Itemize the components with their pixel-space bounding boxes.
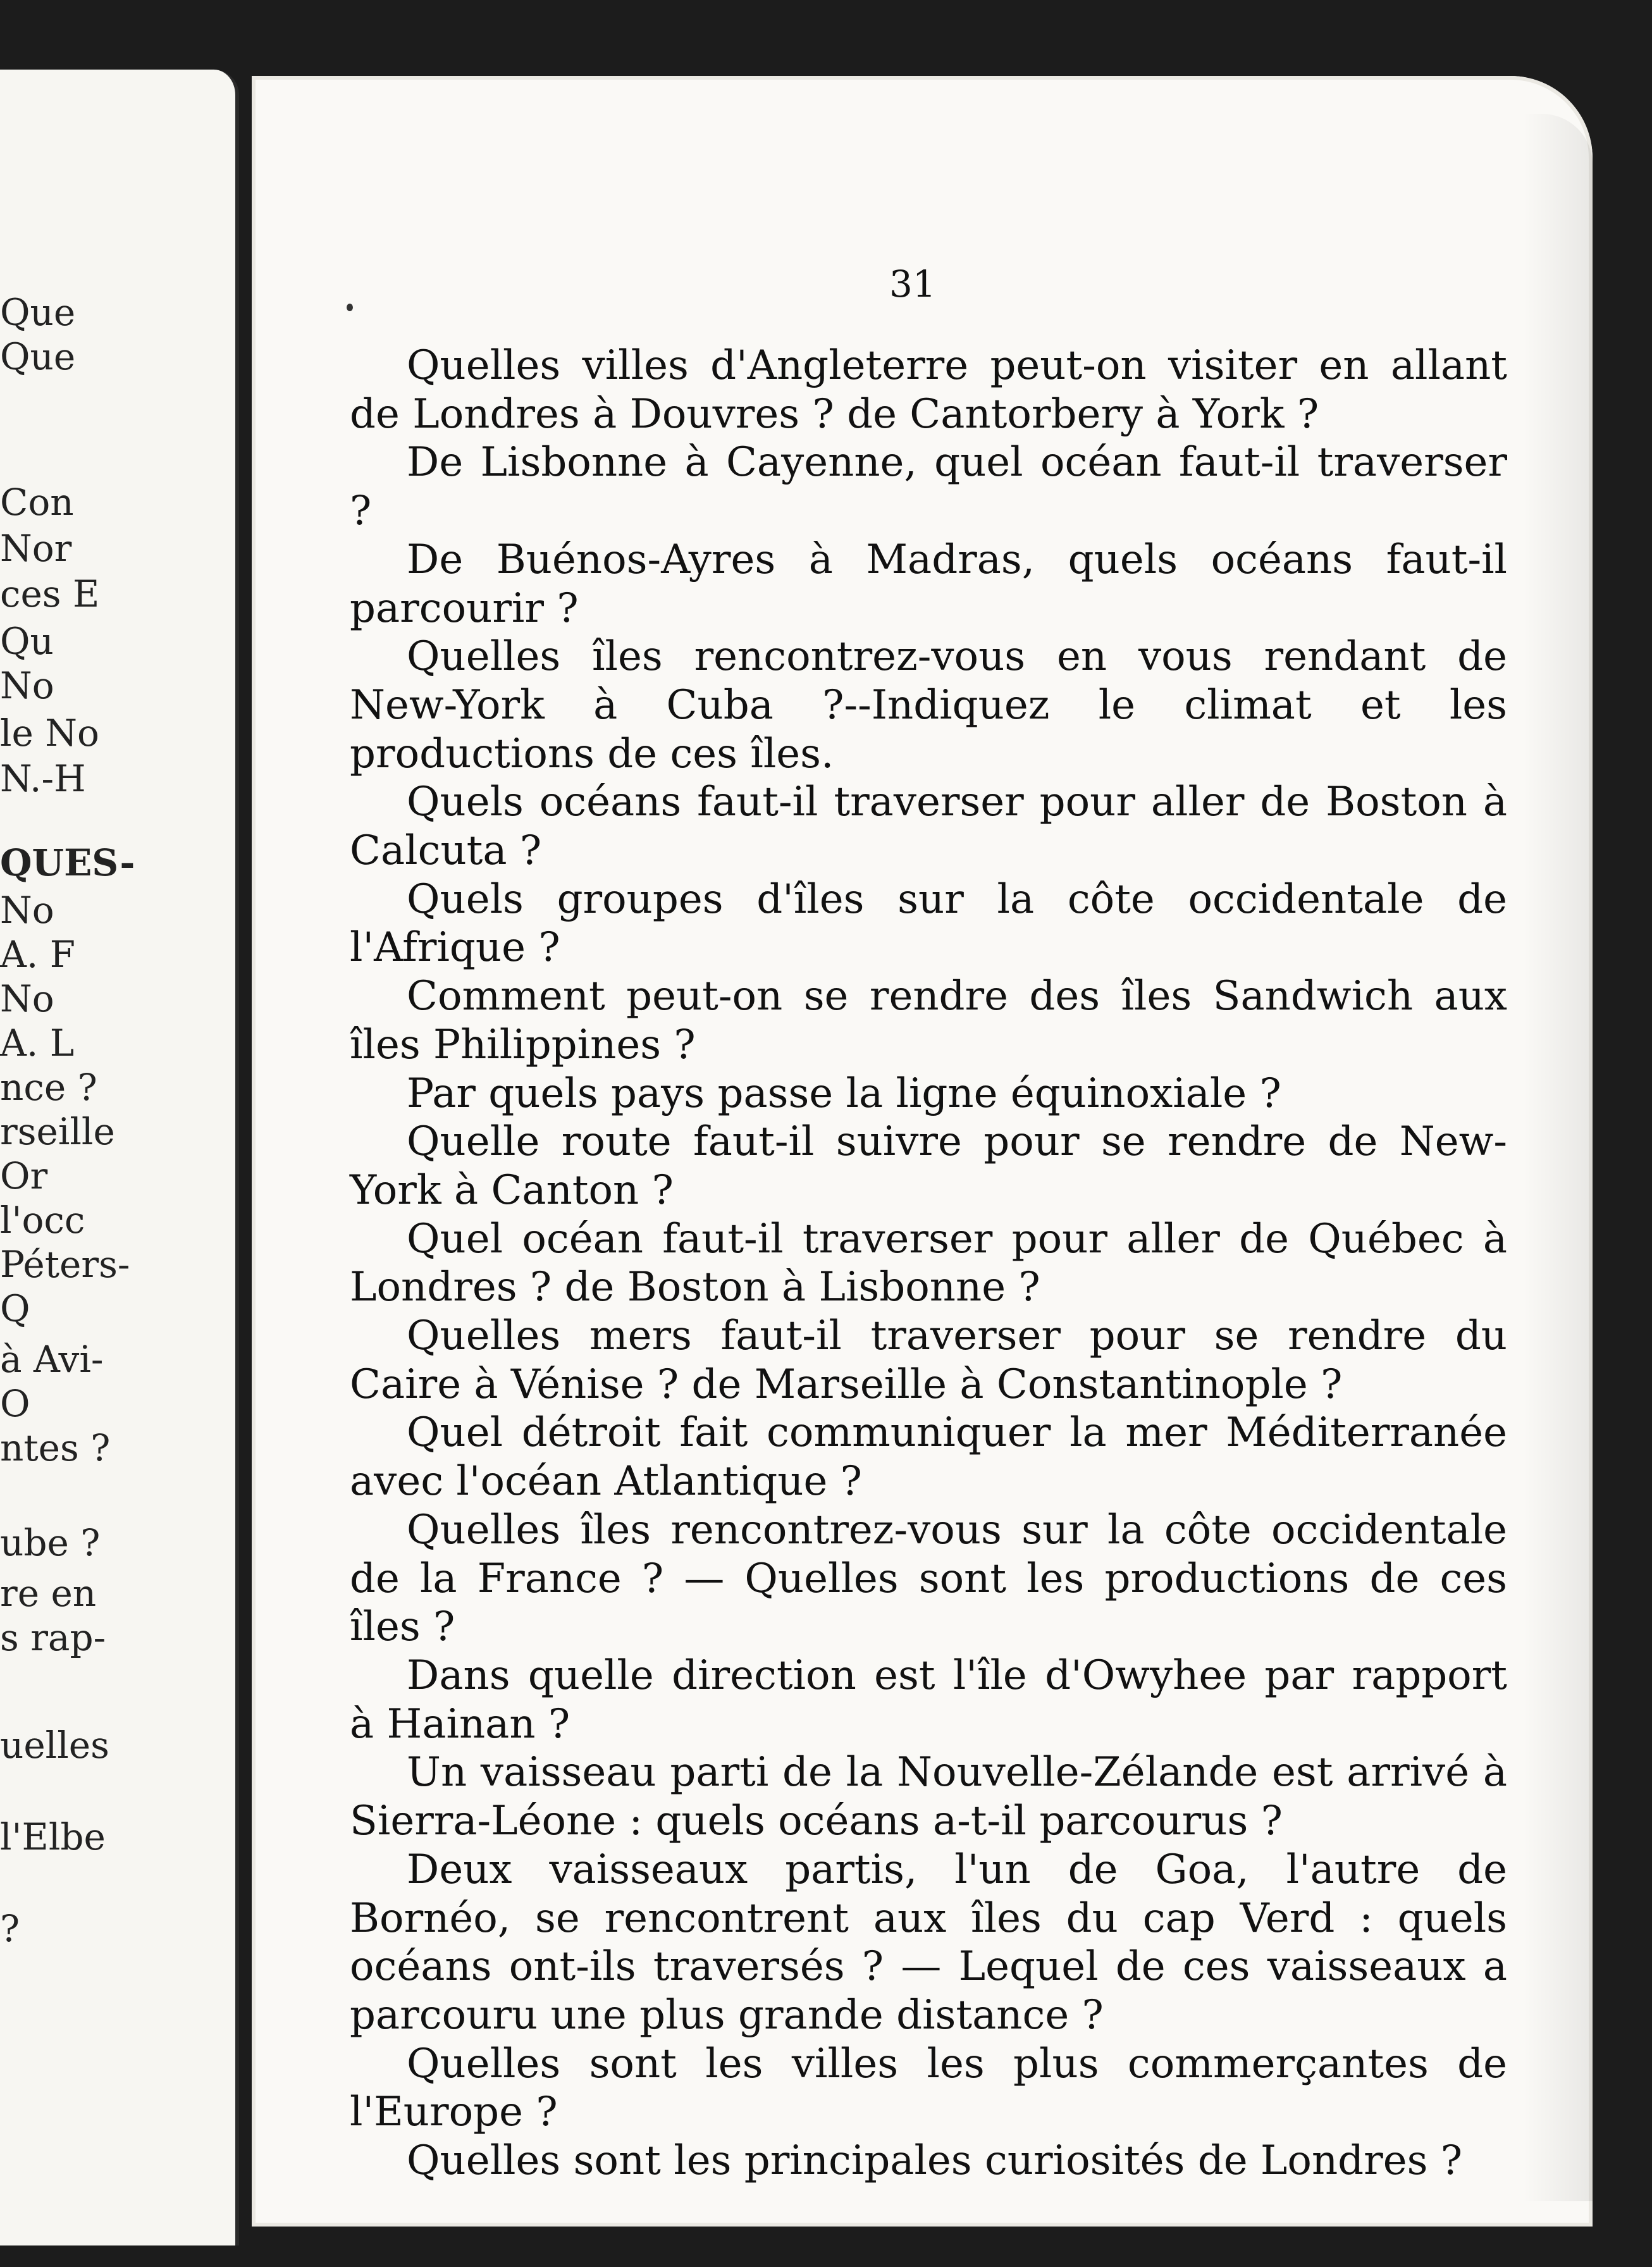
question-paragraph: Quelles villes d'Angleterre peut-on visiter en allant de Londres à Douvres ? de Cantorbery à York ? xyxy=(350,342,1507,438)
left-fragment: N.-H xyxy=(0,757,86,800)
left-fragment: QUES- xyxy=(0,841,135,884)
question-paragraph: Quelles sont les principales curiosités de Londres ? xyxy=(407,2137,1463,2185)
question-paragraph: Un vaisseau parti de la Nouvelle-Zélande est arrivé à Sierra-Léone : quels océans a-t-il parcourus ? xyxy=(350,1749,1507,1845)
left-fragment: No xyxy=(0,664,54,707)
left-fragment: re en xyxy=(0,1572,97,1615)
question-paragraph: Quels océans faut-il traverser pour aller de Boston à Calcuta ? xyxy=(350,779,1507,875)
question-paragraph: Quel détroit fait communiquer la mer Méditerranée avec l'océan Atlantique ? xyxy=(350,1409,1507,1505)
left-fragment: rseille xyxy=(0,1110,115,1153)
question-paragraph: Quel océan faut-il traverser pour aller de Québec à Londres ? de Boston à Lisbonne ? xyxy=(350,1215,1507,1311)
ink-dot xyxy=(347,304,353,311)
question-paragraph: Deux vaisseaux partis, l'un de Goa, l'autre de Bornéo, se rencontrent aux îles du cap Verd : quels océans ont-ils traversés ? — Lequel de ces vaisseaux a parcouru une plus grande distance ? xyxy=(350,1846,1507,2039)
left-fragment: Que xyxy=(0,335,76,378)
left-fragment: Con xyxy=(0,481,74,524)
left-fragment: l'Elbe xyxy=(0,1815,106,1858)
left-page-fragment xyxy=(0,70,239,2245)
left-fragment: à Avi- xyxy=(0,1338,104,1381)
right-page xyxy=(252,76,1593,2227)
left-fragment: Que xyxy=(0,291,76,334)
question-paragraph: Quelles îles rencontrez-vous sur la côte occidentale de la France ? — Quelles sont les productions de ces îles ? xyxy=(350,1506,1507,1651)
left-fragment: ces E xyxy=(0,572,100,615)
left-fragment: ntes ? xyxy=(0,1426,111,1469)
left-fragment: O xyxy=(0,1382,30,1425)
left-fragment: No xyxy=(0,977,54,1020)
question-list xyxy=(350,342,1507,2185)
left-fragment: Or xyxy=(0,1154,48,1197)
page-number: 31 xyxy=(889,263,936,306)
question-paragraph: Quelle route faut-il suivre pour se rendre de New-York à Canton ? xyxy=(350,1118,1507,1214)
question-paragraph: Par quels pays passe la ligne équinoxiale ? xyxy=(407,1070,1281,1117)
question-paragraph: Dans quelle direction est l'île d'Owyhee par rapport à Hainan ? xyxy=(350,1652,1507,1748)
left-fragment: ? xyxy=(0,1907,20,1950)
left-fragment: s rap- xyxy=(0,1616,106,1659)
left-fragment: Nor xyxy=(0,527,72,570)
left-fragment: No xyxy=(0,889,54,932)
left-fragment: le No xyxy=(0,712,99,755)
left-fragment: ube ? xyxy=(0,1521,101,1564)
left-fragment: Q xyxy=(0,1287,30,1330)
left-fragment: uelles xyxy=(0,1724,109,1767)
question-paragraph: Quelles sont les villes les plus commerçantes de l'Europe ? xyxy=(350,2040,1507,2136)
question-paragraph: Comment peut-on se rendre des îles Sandwich aux îles Philippines ? xyxy=(350,973,1507,1068)
question-paragraph: Quelles îles rencontrez-vous en vous rendant de New-York à Cuba ?--Indiquez le climat et les productions de ces îles. xyxy=(350,633,1507,777)
left-fragment: nce ? xyxy=(0,1066,97,1109)
left-fragment: A. L xyxy=(0,1022,75,1065)
question-paragraph: De Buénos-Ayres à Madras, quels océans faut-il parcourir ? xyxy=(350,536,1507,632)
question-paragraph: Quels groupes d'îles sur la côte occidentale de l'Afrique ? xyxy=(350,875,1507,972)
left-fragment: A. F xyxy=(0,933,76,976)
question-paragraph: De Lisbonne à Cayenne, quel océan faut-il traverser ? xyxy=(350,439,1507,535)
left-fragment: Péters- xyxy=(0,1243,130,1286)
left-fragment: Qu xyxy=(0,620,54,663)
left-fragment: l'occ xyxy=(0,1199,85,1242)
question-paragraph: Quelles mers faut-il traverser pour se rendre du Caire à Vénise ? de Marseille à Constantinople ? xyxy=(350,1313,1507,1408)
